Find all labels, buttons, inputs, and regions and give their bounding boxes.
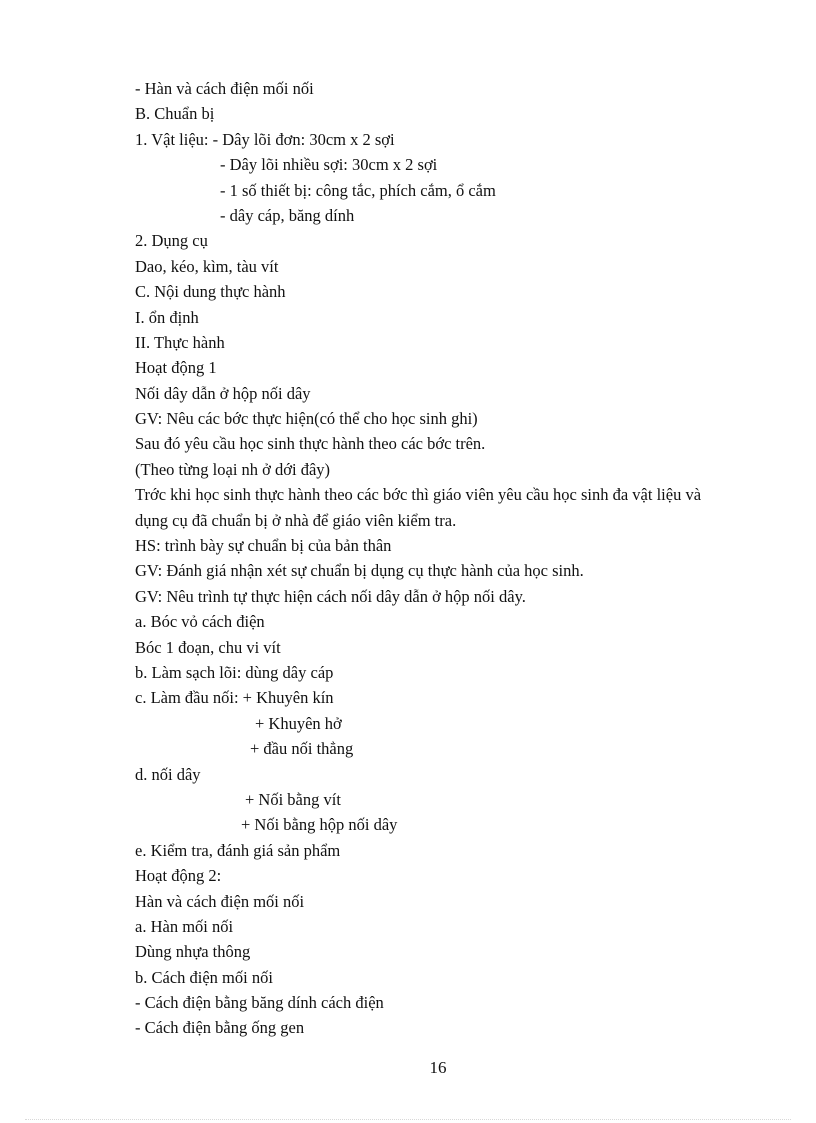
text-line: GV: Đánh giá nhận xét sự chuẩn bị dụng cụ thực hành của học sinh. (135, 561, 584, 581)
text-line: c. Làm đầu nối: + Khuyên kín (135, 688, 334, 708)
text-line: HS: trình bày sự chuẩn bị của bản thân (135, 536, 392, 556)
text-line: - Cách điện bằng băng dính cách điện (135, 993, 384, 1013)
text-line: Sau đó yêu cầu học sinh thực hành theo các bớc trên. (135, 434, 486, 454)
page-number: 16 (429, 1058, 447, 1077)
text-line: - 1 số thiết bị: công tắc, phích cắm, ổ cắm (220, 180, 496, 200)
text-line: (Theo từng loại nh ở dới đây) (135, 459, 331, 479)
footer-divider (25, 1119, 791, 1120)
text-line: Trớc khi học sinh thực hành theo các bớc thì giáo viên yêu cầu học sinh đa vật liệu và dụng cụ đã chuẩn bị ở nhà để giáo viên kiểm tra. (135, 485, 702, 530)
text-line: - Hàn và cách điện mối nối (135, 79, 314, 98)
text-line: 2. Dụng cụ (135, 231, 208, 251)
body-text (135, 76, 735, 1041)
text-line: + Nối bằng hộp nối dây (241, 815, 398, 835)
text-line: Hàn và cách điện mối nối (135, 891, 305, 911)
text-line: - Cách điện bằng ống gen (135, 1018, 305, 1038)
text-line: GV: Nêu trình tự thực hiện cách nối dây dẫn ở hộp nối dây. (135, 586, 526, 606)
text-line: d. nối dây (135, 764, 201, 784)
text-line: Bóc 1 đoạn, chu vi vít (135, 637, 281, 657)
text-line: Hoạt động 1 (135, 358, 217, 378)
text-line: a. Hàn mối nối (135, 916, 234, 936)
text-line: - dây cáp, băng dính (220, 205, 355, 225)
text-line: - Dây lõi nhiều sợi: 30cm x 2 sợi (220, 155, 438, 175)
text-line: Hoạt động 2: (135, 866, 222, 886)
text-line: Dùng nhựa thông (135, 942, 251, 962)
text-line: B. Chuẩn bị (135, 104, 215, 124)
text-line: a. Bóc vỏ cách điện (135, 612, 265, 632)
text-line: II. Thực hành (135, 332, 225, 352)
text-line: + Khuyên hở (255, 713, 342, 733)
text-line: + đầu nối thẳng (250, 739, 354, 759)
text-line: Dao, kéo, kìm, tàu vít (135, 256, 279, 276)
text-line: + Nối bằng vít (245, 789, 341, 809)
text-line: Nối dây dẫn ở hộp nối dây (135, 383, 311, 403)
text-line: b. Làm sạch lõi: dùng dây cáp (135, 663, 334, 683)
text-line: I. ổn định (135, 307, 199, 327)
text-line: b. Cách điện mối nối (135, 967, 273, 987)
text-line: GV: Nêu các bớc thực hiện(có thể cho học sinh ghi) (135, 409, 478, 429)
text-line: 1. Vật liệu: - Dây lõi đơn: 30cm x 2 sợi (135, 129, 395, 149)
text-line: e. Kiểm tra, đánh giá sản phẩm (135, 840, 341, 860)
text-line: C. Nội dung thực hành (135, 282, 286, 302)
